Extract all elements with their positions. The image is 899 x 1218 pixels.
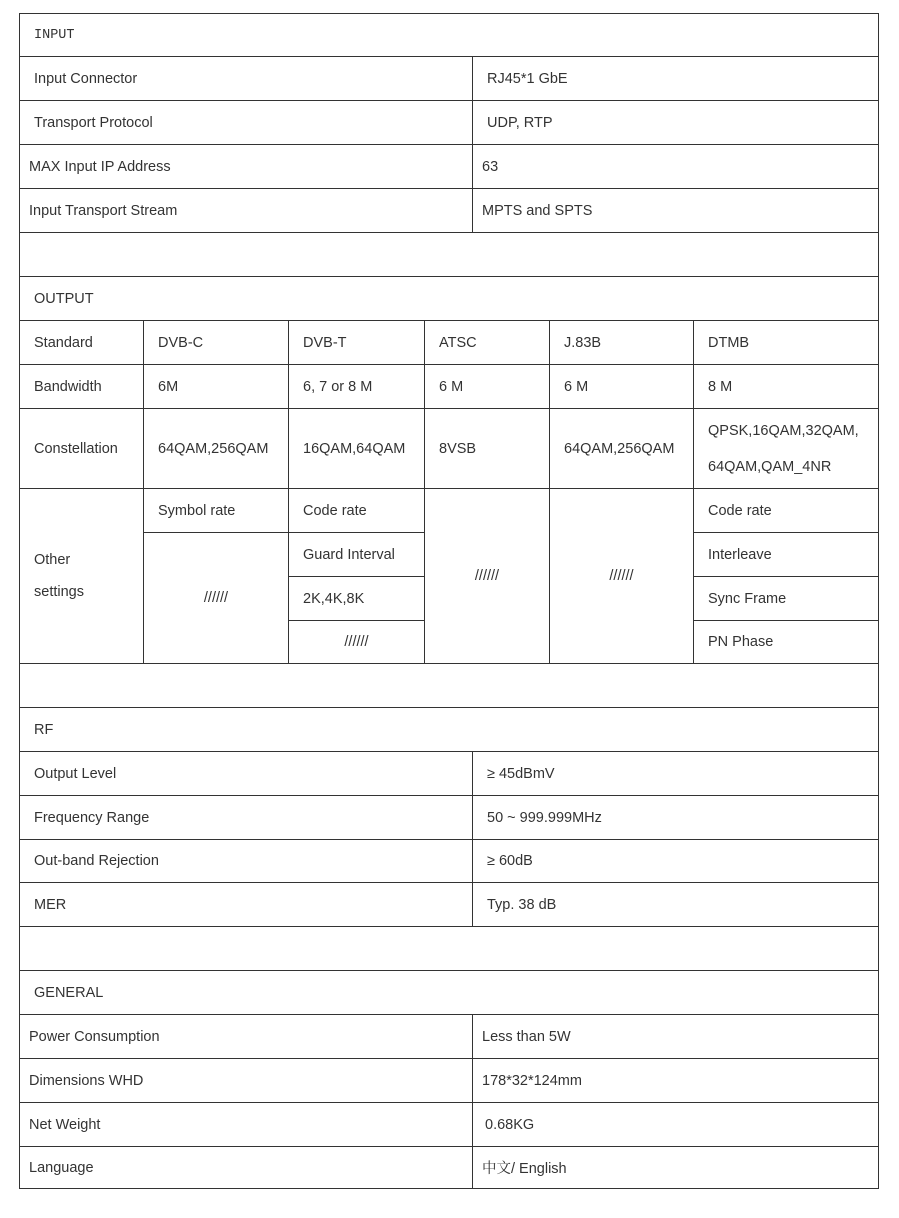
dimensions-value: 178*32*124mm	[473, 1059, 879, 1103]
standard-atsc: ATSC	[425, 321, 550, 365]
power-consumption-label: Power Consumption	[19, 1015, 473, 1059]
rf-header: RF	[19, 708, 879, 752]
dtmb-code-rate: Code rate	[694, 489, 879, 533]
language-label: Language	[19, 1147, 473, 1189]
other-settings-line2: settings	[34, 584, 84, 600]
j83b-na: //////	[550, 489, 694, 664]
standard-dvbt: DVB-T	[289, 321, 425, 365]
other-settings-line1: Other	[34, 552, 71, 568]
bandwidth-j83b: 6 M	[550, 365, 694, 409]
standard-j83b: J.83B	[550, 321, 694, 365]
dvbc-na: //////	[144, 533, 289, 664]
constellation-atsc: 8VSB	[425, 409, 550, 489]
constellation-dtmb-line2: 64QAM,QAM_4NR	[708, 458, 832, 475]
constellation-label: Constellation	[19, 409, 144, 489]
constellation-dvbc: 64QAM,256QAM	[144, 409, 289, 489]
bandwidth-dvbc: 6M	[144, 365, 289, 409]
dimensions-label: Dimensions WHD	[19, 1059, 473, 1103]
standard-dvbc: DVB-C	[144, 321, 289, 365]
dvbt-fft-modes: 2K,4K,8K	[289, 577, 425, 621]
max-input-ip-value: 63	[473, 145, 879, 189]
dtmb-sync-frame: Sync Frame	[694, 577, 879, 621]
constellation-dtmb-line1: QPSK,16QAM,32QAM,	[708, 422, 859, 439]
spacer-row	[19, 927, 879, 971]
transport-protocol-value: UDP, RTP	[473, 101, 879, 145]
net-weight-value: 0.68KG	[473, 1103, 879, 1147]
standard-label: Standard	[19, 321, 144, 365]
spacer-row	[19, 233, 879, 277]
dvbt-code-rate: Code rate	[289, 489, 425, 533]
input-connector-label: Input Connector	[19, 57, 473, 101]
spacer-row	[19, 664, 879, 708]
dvbc-symbol-rate: Symbol rate	[144, 489, 289, 533]
constellation-dtmb	[694, 409, 879, 489]
out-band-rejection-label: Out-band Rejection	[19, 840, 473, 883]
output-level-label: Output Level	[19, 752, 473, 796]
standard-dtmb: DTMB	[694, 321, 879, 365]
dtmb-pn-phase: PN Phase	[694, 621, 879, 664]
dvbt-na: //////	[289, 621, 425, 664]
constellation-dvbt: 16QAM,64QAM	[289, 409, 425, 489]
bandwidth-dtmb: 8 M	[694, 365, 879, 409]
spec-table	[19, 13, 879, 1189]
bandwidth-dvbt: 6, 7 or 8 M	[289, 365, 425, 409]
input-connector-value: RJ45*1 GbE	[473, 57, 879, 101]
atsc-na: //////	[425, 489, 550, 664]
output-level-value: ≥ 45dBmV	[473, 752, 879, 796]
constellation-j83b: 64QAM,256QAM	[550, 409, 694, 489]
general-header: GENERAL	[19, 971, 879, 1015]
language-value: 中文/ English	[473, 1147, 879, 1189]
frequency-range-label: Frequency Range	[19, 796, 473, 840]
bandwidth-label: Bandwidth	[19, 365, 144, 409]
other-settings-label	[19, 489, 144, 664]
transport-protocol-label: Transport Protocol	[19, 101, 473, 145]
input-transport-stream-label: Input Transport Stream	[19, 189, 473, 233]
max-input-ip-label: MAX Input IP Address	[19, 145, 473, 189]
bandwidth-atsc: 6 M	[425, 365, 550, 409]
mer-value: Typ. 38 dB	[473, 883, 879, 927]
dvbt-guard-interval: Guard Interval	[289, 533, 425, 577]
net-weight-label: Net Weight	[19, 1103, 473, 1147]
input-transport-stream-value: MPTS and SPTS	[473, 189, 879, 233]
output-header: OUTPUT	[19, 277, 879, 321]
power-consumption-value: Less than 5W	[473, 1015, 879, 1059]
input-header: INPUT	[19, 13, 879, 57]
out-band-rejection-value: ≥ 60dB	[473, 840, 879, 883]
dtmb-interleave: Interleave	[694, 533, 879, 577]
frequency-range-value: 50 ~ 999.999MHz	[473, 796, 879, 840]
mer-label: MER	[19, 883, 473, 927]
